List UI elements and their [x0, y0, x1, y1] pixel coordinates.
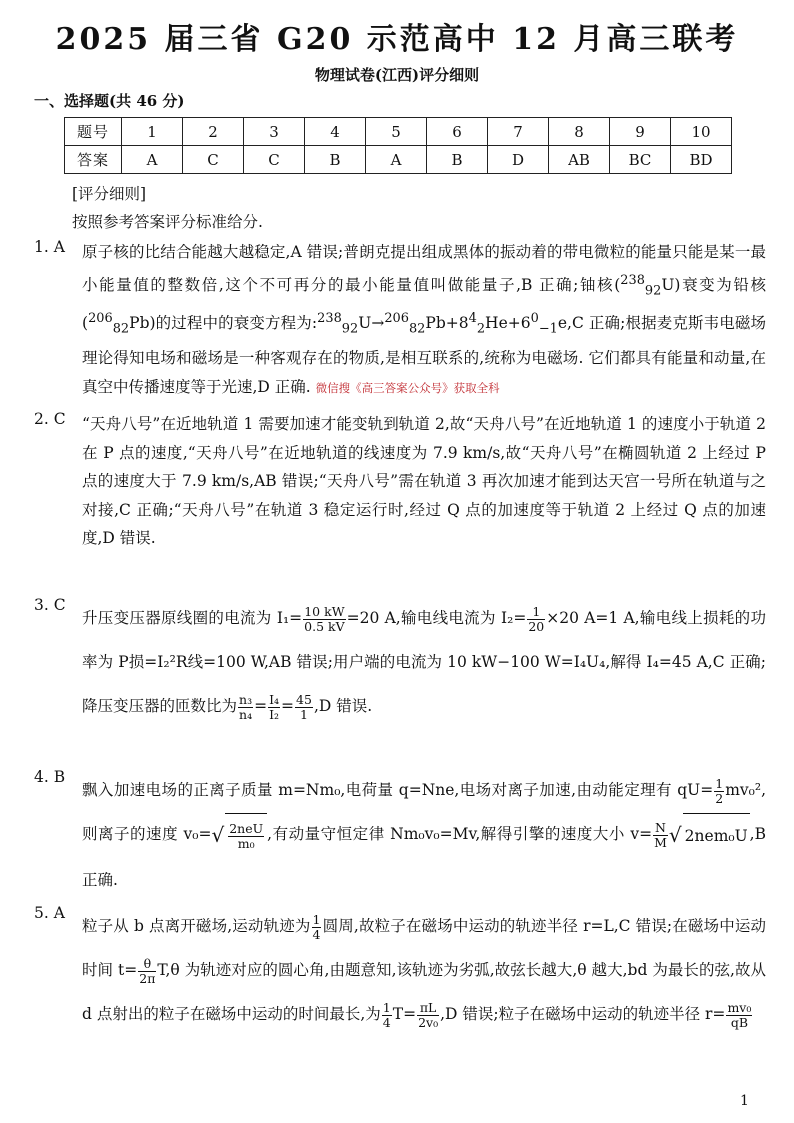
atomic-number: 2 — [476, 321, 486, 337]
atomic-number: 92 — [341, 321, 359, 337]
rules-text: 按照参考答案评分标准给分. — [72, 213, 263, 231]
item-number: 3. C — [34, 596, 66, 614]
text: = — [254, 697, 268, 715]
numerator: 2neU — [229, 821, 264, 836]
atomic-number: 92 — [644, 282, 662, 298]
radicand — [225, 813, 267, 858]
item-body — [82, 596, 766, 728]
table-cell: C — [183, 146, 244, 174]
element-symbol: He — [485, 314, 508, 333]
fraction — [268, 693, 280, 722]
text: 圆周,故粒子在磁场中运动的轨迹半径 r=L,C 错误;在磁场中运动时间 t= — [82, 917, 766, 979]
text: 粒子从 b 点离开磁场,运动轨迹为 — [82, 917, 311, 935]
denominator: I₂ — [269, 706, 280, 722]
text: =20 A,输电线电流为 I₂= — [346, 609, 527, 627]
answer-table — [64, 117, 732, 174]
item-number: 5. A — [34, 904, 65, 922]
numerator: 10 kW — [304, 603, 345, 619]
radicand: 2nem₀U — [683, 813, 750, 858]
table-cell: 8 — [549, 118, 610, 146]
text: = — [281, 697, 295, 715]
table-cell: 2 — [183, 118, 244, 146]
fraction — [714, 777, 724, 806]
arrow: → — [371, 314, 385, 333]
text: 飘入加速电场的正离子质量 m=Nm₀,电荷量 q=Nne,电场对离子加速,由动能定理有 qU= — [82, 781, 714, 799]
table-cell: B — [305, 146, 366, 174]
text: +6 — [507, 314, 531, 333]
square-root-sign: √ — [668, 823, 682, 847]
numerator: n₃ — [239, 691, 253, 707]
element-symbol: Pb — [129, 314, 150, 333]
item-body — [82, 238, 766, 402]
table-cell: AB — [549, 146, 610, 174]
atomic-number: 82 — [408, 321, 426, 337]
fraction — [382, 1001, 392, 1030]
denominator: 2 — [715, 790, 724, 806]
element-symbol: e — [557, 314, 568, 333]
table-header-cell: 答案 — [65, 146, 122, 174]
fraction — [138, 957, 156, 986]
item-body — [82, 904, 766, 1036]
answer-explanation-5 — [34, 904, 766, 1036]
item-body — [82, 768, 766, 902]
mass-number: 0 — [530, 311, 539, 327]
page-number: 1 — [740, 1093, 749, 1109]
text: T,θ 为轨迹对应的圆心角,由题意知,该轨迹为劣弧,故弦长越大,θ 越大,bd 为最长的弦,故从 d 点射出的粒子在磁场中运动的时间最长,为 — [82, 961, 766, 1023]
square-root-sign: √ — [211, 823, 225, 847]
denominator: 2π — [139, 970, 156, 986]
fraction — [417, 1001, 439, 1030]
text: 升压变压器原线圈的电流为 I₁= — [82, 609, 303, 627]
answer-explanation-3 — [34, 596, 766, 728]
numerator: 1 — [312, 911, 321, 927]
fraction — [303, 605, 345, 634]
text: ×20 A=1 A,输电线上损耗的功率为 P损=I₂²R线=100 W,AB 错误;用户端的电流为 10 kW−100 W=I₄U₄,解得 I₄=45 A,C 正确;降压变压器的匝数比为 — [82, 609, 766, 715]
table-cell: 6 — [427, 118, 488, 146]
answer-table-answer-row — [65, 146, 732, 174]
denominator: 2v₀ — [418, 1014, 439, 1030]
fraction — [527, 605, 545, 634]
element-symbol: Pb — [425, 314, 446, 333]
text: 原子核的比结合能越大越稳定,A 错误;普朗克提出组成黑体的振动着的带电微粒的能量只能是某一最小能量值的整数倍,这个不可再分的最小能量值叫做能量子,B 正确;铀核( — [82, 243, 766, 294]
denominator: 20 — [528, 618, 545, 634]
mass-number: 206 — [88, 311, 113, 327]
denominator: M — [654, 834, 667, 850]
table-cell: 5 — [366, 118, 427, 146]
mass-number: 206 — [384, 311, 409, 327]
numerator: θ — [138, 957, 156, 972]
rules-heading: [评分细则] — [72, 185, 147, 203]
table-cell: C — [244, 146, 305, 174]
numerator: 1 — [382, 999, 391, 1015]
denominator: n₄ — [239, 706, 253, 722]
fraction — [238, 693, 253, 722]
page-subtitle: 物理试卷(江西)评分细则 — [314, 66, 480, 84]
atomic-number: −1 — [538, 321, 558, 337]
item-number: 1. A — [34, 238, 65, 256]
numerator: πL — [417, 1001, 439, 1016]
fraction — [295, 693, 313, 722]
denominator: 0.5 kV — [304, 618, 345, 634]
item-number: 4. B — [34, 768, 66, 786]
numerator: N — [655, 819, 666, 835]
table-cell: D — [488, 146, 549, 174]
table-cell: 1 — [122, 118, 183, 146]
text: ,C 正确;根据麦克斯韦电磁场理论得知电场和磁场是一种客观存在的物质,是相互联系的,统称为电磁场. 它们都具有能量和动量,在真空中传播速度等于光速,D 正确. — [82, 314, 766, 396]
text: ,D 错误;粒子在磁场中运动的轨迹半径 r= — [440, 1005, 726, 1023]
watermark-text: 微信搜《高三答案公众号》获取全科 — [315, 380, 500, 395]
text: mv₀²,则离子的速度 v₀= — [82, 781, 766, 843]
denominator: 4 — [312, 926, 321, 942]
text: +8 — [445, 314, 469, 333]
table-cell: 10 — [671, 118, 732, 146]
table-cell: A — [122, 146, 183, 174]
answer-explanation-4 — [34, 768, 766, 902]
fraction — [726, 1001, 752, 1030]
denominator: 1 — [300, 706, 308, 722]
table-cell: 9 — [610, 118, 671, 146]
table-cell: B — [427, 146, 488, 174]
table-header-cell: 题号 — [65, 118, 122, 146]
text: )衰变为铅核( — [82, 275, 766, 333]
page-title: 2025 届三省 G20 示范高中 12 月高三联考 — [55, 22, 739, 57]
table-cell: BC — [610, 146, 671, 174]
text: T= — [392, 1005, 417, 1023]
text: ,B 正确. — [82, 825, 766, 889]
numerator: 1 — [715, 775, 724, 791]
denominator: qB — [730, 1014, 748, 1030]
table-cell: 7 — [488, 118, 549, 146]
atomic-number: 82 — [112, 321, 130, 337]
numerator: 1 — [527, 605, 545, 620]
mass-number: 4 — [468, 311, 477, 327]
element-symbol: U — [358, 314, 372, 333]
table-cell: 3 — [244, 118, 305, 146]
table-cell: 4 — [305, 118, 366, 146]
numerator: mv₀ — [727, 999, 752, 1015]
item-body: “天舟八号”在近地轨道 1 需要加速才能变轨到轨道 2,故“天舟八号”在近地轨道 1 的速度小于轨道 2 在 P 点的速度,“天舟八号”在近地轨道的线速度为 7.9 km/s,故“天舟八号”在椭圆轨道 2 上经过 P 点的速度大于 7.9 km/s,AB 错误;“天舟八号”需在轨道 3 再次加速才能到达天宫一号所在轨道与之对接,C 正确;“天舟八号”在轨道 3 稳定运行时,经过 Q 点的加速度等于轨道 2 上经过 Q 点的加速度,D 错误. — [82, 415, 766, 547]
section-heading: 一、选择题(共 46 分) — [34, 92, 185, 110]
item-number: 2. C — [34, 410, 66, 428]
numerator: I₄ — [269, 691, 280, 707]
table-cell: A — [366, 146, 427, 174]
fraction — [228, 822, 264, 851]
numerator: 45 — [296, 691, 312, 707]
answer-table-number-row — [65, 118, 732, 146]
text: )的过程中的衰变方程为: — [149, 314, 318, 333]
answer-explanation-2 — [34, 410, 766, 553]
mass-number: 238 — [317, 311, 342, 327]
denominator: 4 — [382, 1014, 391, 1030]
answer-explanation-1 — [34, 238, 766, 402]
element-symbol: U — [661, 275, 675, 294]
fraction — [653, 821, 668, 850]
fraction — [312, 913, 322, 942]
text: ,D 错误. — [313, 697, 373, 715]
mass-number: 238 — [620, 272, 645, 288]
table-cell: BD — [671, 146, 732, 174]
text: ,有动量守恒定律 Nm₀v₀=Mv,解得引擎的速度大小 v= — [267, 825, 653, 843]
denominator: m₀ — [237, 836, 255, 851]
